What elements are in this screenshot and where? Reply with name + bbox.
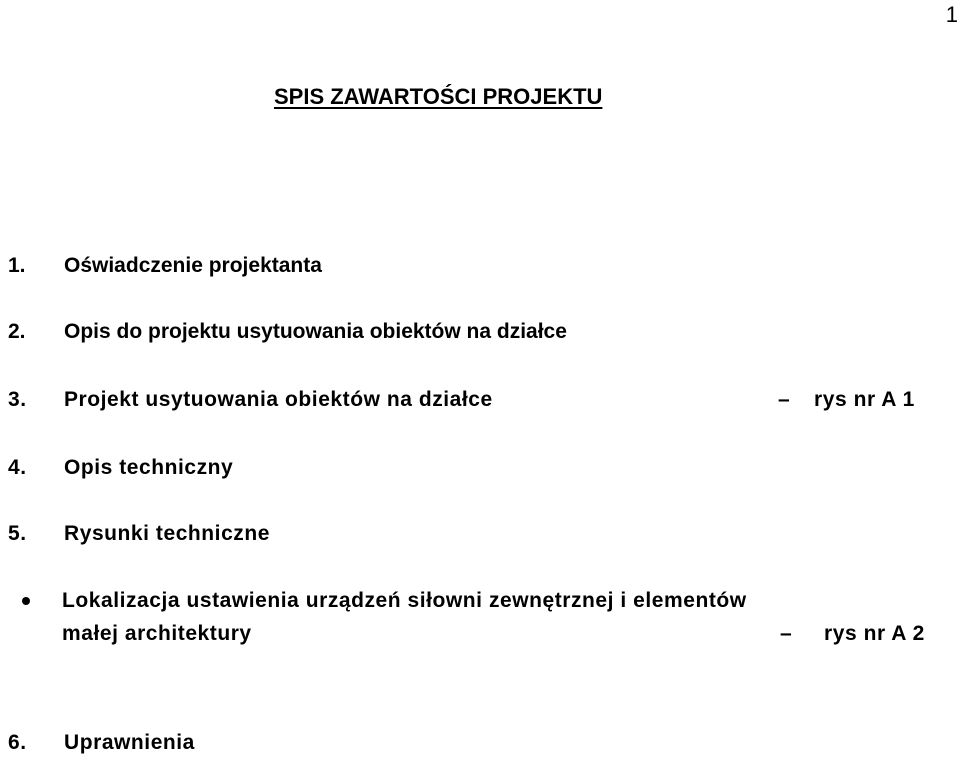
toc-item-1	[8, 254, 908, 282]
toc-item-number: 4.	[8, 456, 27, 479]
toc-item-text: Opis techniczny	[64, 456, 234, 479]
toc-item-6	[8, 731, 408, 759]
toc-item-number: 2.	[8, 320, 26, 343]
toc-item-3	[8, 388, 953, 416]
toc-item-number: 6.	[8, 731, 27, 754]
toc-item-number: 1.	[8, 254, 26, 277]
toc-item-text: Opis do projektu usytuowania obiektów na działce	[64, 320, 567, 343]
bullet-item-text: małej architektury	[62, 622, 252, 645]
toc-item-text: Rysunki techniczne	[64, 522, 270, 545]
toc-item-number: 3.	[8, 388, 27, 411]
toc-item-text: Projekt usytuowania obiektów na działce	[64, 388, 493, 411]
bullet-item-dash: –	[780, 622, 793, 645]
bullet-item-line-2	[62, 622, 957, 650]
page-number: 1	[945, 2, 958, 27]
document-title: SPIS ZAWARTOŚCI PROJEKTU	[274, 84, 603, 109]
bullet-item-line-1: Lokalizacja ustawienia urządzeń siłowni zewnętrznej i elementów	[62, 589, 747, 612]
toc-item-text: Uprawnienia	[64, 731, 195, 754]
toc-item-text: Oświadczenie projektanta	[64, 254, 322, 277]
bullet-item-reference: rys nr A 2	[824, 622, 925, 645]
toc-item-5	[8, 522, 908, 550]
toc-item-2	[8, 320, 908, 348]
bullet-icon	[22, 597, 30, 605]
toc-item-dash: –	[778, 388, 791, 411]
toc-item-reference: rys nr A 1	[814, 388, 915, 411]
toc-item-number: 5.	[8, 522, 27, 545]
toc-item-4	[8, 456, 908, 484]
